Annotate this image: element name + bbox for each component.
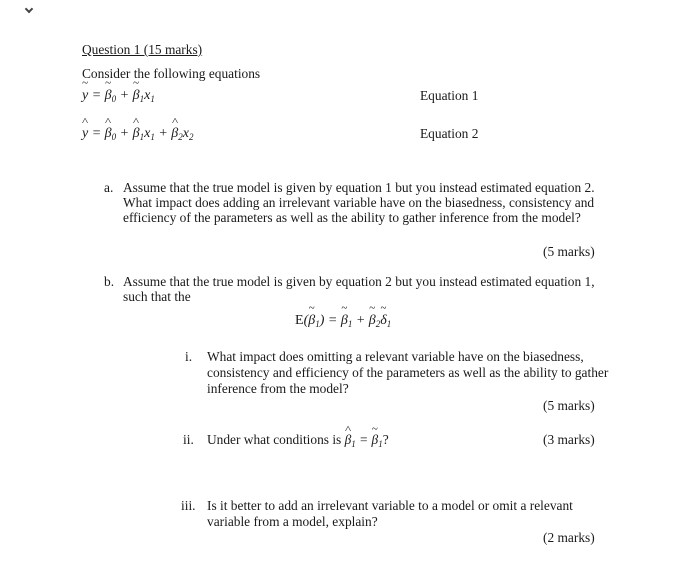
equation-1: y ~ = β $\sim_0 + \beta$ $\sim_1x_1$ [82,88,155,104]
part-a-line-1: Assume that the true model is given by equation 1 but you instead estimated equation 2. [123,180,595,195]
part-a-marks: (5 marks) [543,244,595,259]
part-b-i-label: i. [185,349,193,364]
part-b-ii-question: Under what conditions is [207,432,342,447]
question-title: Question 1 (15 marks) [82,42,203,57]
part-a-label: a. [104,180,114,195]
part-b-ii-text: Under what conditions is β $\^{}_1 = \beta$ $\sim_1$? [207,432,389,452]
equation-2: y ^ = β $\^{}_0 + \beta$ $\^{}_1x_1 + \beta$ $\^{}_2x_2$ [82,126,193,142]
part-a-line-3: efficiency of the parameters as well as the ability to gather inference from the model? [123,210,581,225]
intro-text: Consider the following equations [82,66,261,81]
part-b-i-line-1: What impact does omitting a relevant variable have on the biasedness, [207,349,584,364]
part-b-line-1: Assume that the true model is given by equation 2 but you instead estimated equation 1, [123,274,595,289]
part-b-iii-label: iii. [181,498,196,513]
expectation-equation: E(β $\sim_1) = \beta$ $\sim_1 + \beta$ $\sim_2\delta$ $\sim_1$ [295,313,391,329]
part-b-label: b. [104,274,115,289]
part-b-i-marks: (5 marks) [543,398,595,413]
part-b-line-2: such that the [123,289,191,304]
part-b-ii-marks: (3 marks) [543,432,595,447]
corner-mark [25,5,33,13]
equation-2-label: Equation 2 [420,126,479,141]
part-b-iii-marks: (2 marks) [543,530,595,545]
part-b-i-line-2: consistency and efficiency of the parameters as well as the ability to gather [207,365,609,380]
part-b-ii-condition: β $\^{}_1 = \beta$ $\sim_1$ [345,432,383,447]
part-b-i-line-3: inference from the model? [207,381,349,396]
part-b-iii-line-1: Is it better to add an irrelevant variable to a model or omit a relevant [207,498,573,513]
part-a-line-2: What impact does adding an irrelevant variable have on the biasedness, consistency and [123,195,595,210]
part-b-ii-label: ii. [183,432,194,447]
equation-1-label: Equation 1 [420,88,479,103]
part-b-iii-line-2: variable from a model, explain? [207,514,378,529]
